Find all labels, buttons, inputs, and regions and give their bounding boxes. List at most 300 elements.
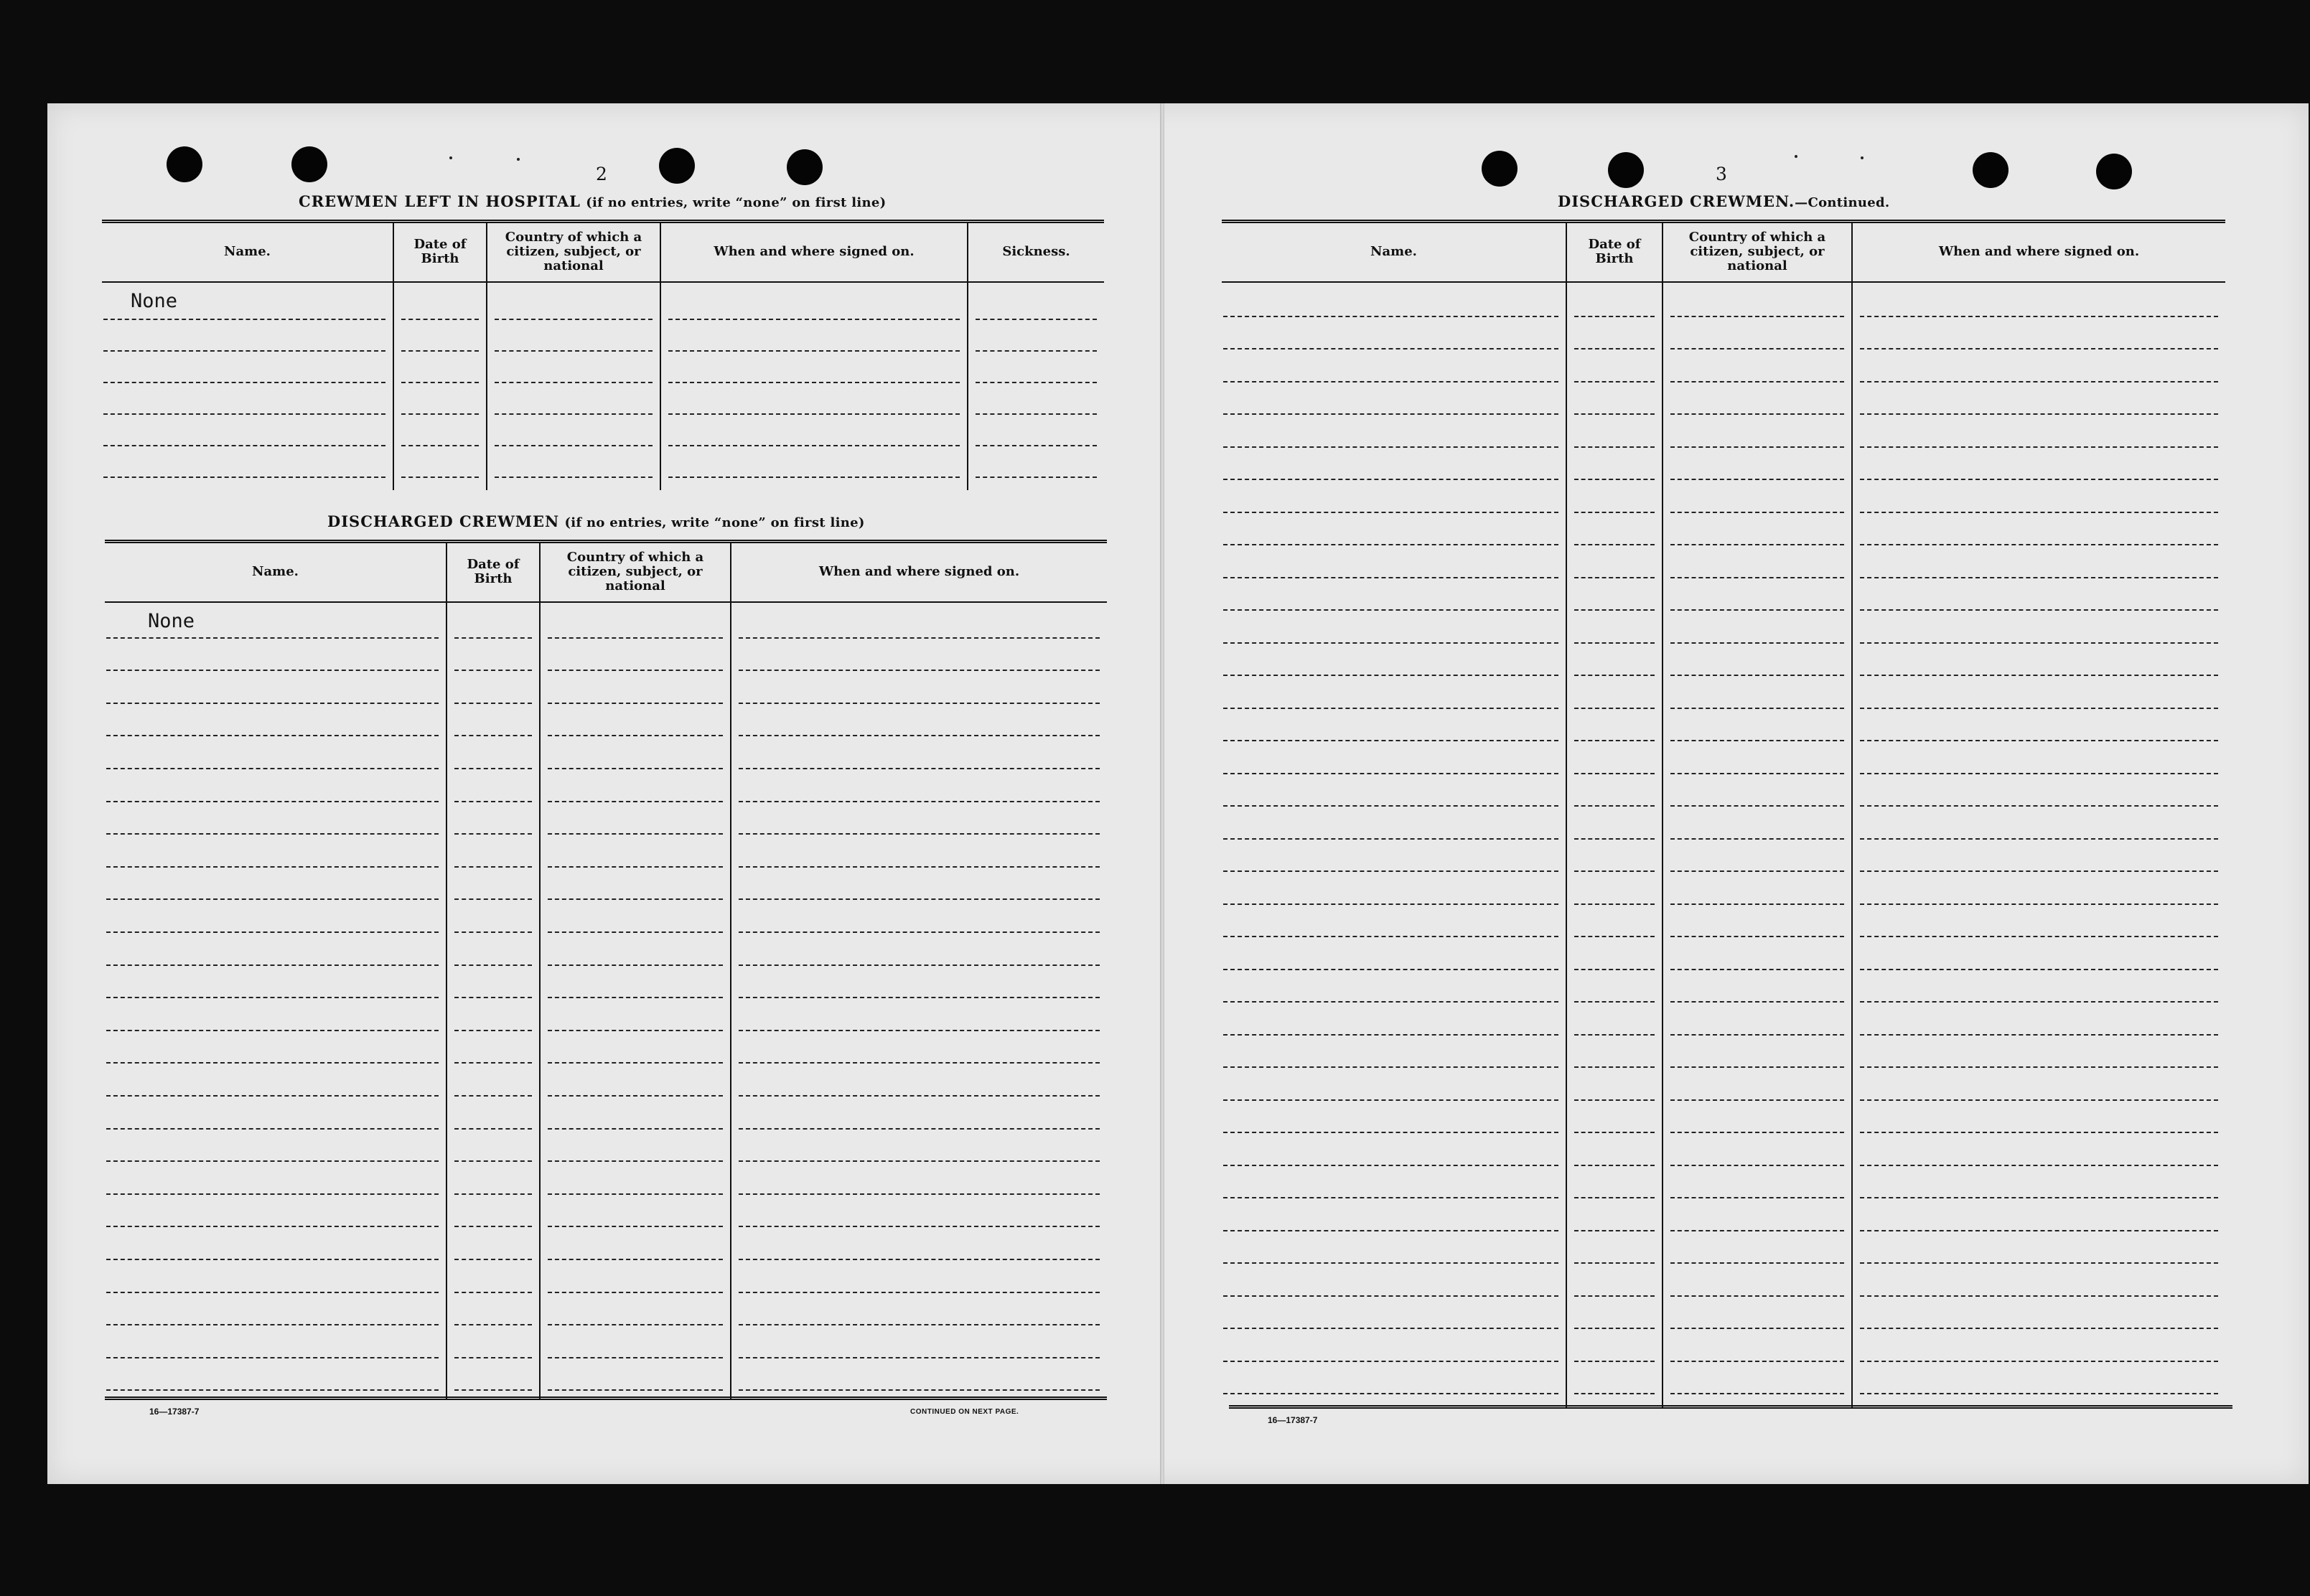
ruled-line bbox=[495, 382, 653, 383]
col-header-date-of-birth: Date of Birth bbox=[446, 542, 540, 602]
ruled-line bbox=[548, 931, 723, 933]
ruled-line bbox=[1574, 740, 1655, 741]
ruled-line bbox=[976, 413, 1097, 415]
ruled-line bbox=[1670, 708, 1844, 709]
ruled-line bbox=[739, 1292, 1100, 1293]
signed-on-column bbox=[1852, 282, 2225, 1409]
ruled-line bbox=[1223, 740, 1558, 741]
ruled-line bbox=[1574, 1099, 1655, 1101]
ruled-line bbox=[1574, 1393, 1655, 1394]
punch-hole bbox=[1973, 152, 2009, 188]
ruled-line bbox=[106, 1324, 439, 1325]
ruled-line bbox=[1670, 577, 1844, 578]
ruled-line bbox=[1574, 1295, 1655, 1297]
ruled-line bbox=[548, 1292, 723, 1293]
ruled-line bbox=[739, 670, 1100, 671]
ruled-line bbox=[1574, 1361, 1655, 1362]
ruled-line bbox=[1223, 1001, 1558, 1003]
ruled-line bbox=[1574, 838, 1655, 840]
ruled-line bbox=[106, 637, 439, 639]
ruled-line bbox=[1860, 544, 2218, 545]
discharged-table bbox=[105, 540, 1107, 1400]
ruled-line bbox=[1670, 381, 1844, 382]
ruled-line bbox=[739, 1226, 1100, 1227]
ruled-line bbox=[454, 1292, 532, 1293]
ruled-line bbox=[1860, 446, 2218, 448]
ruled-line bbox=[548, 1095, 723, 1097]
discharged-title-main: DISCHARGED CREWMEN bbox=[327, 512, 560, 530]
ruled-line bbox=[1860, 1295, 2218, 1297]
ruled-line bbox=[1223, 805, 1558, 807]
ruled-line bbox=[106, 866, 439, 868]
ruled-line bbox=[1670, 1361, 1844, 1362]
col-header-country: Country of which a citizen, subject, or national bbox=[1663, 222, 1852, 282]
ruled-line bbox=[1860, 413, 2218, 415]
ruled-line bbox=[1860, 675, 2218, 676]
ruled-line bbox=[548, 1030, 723, 1031]
ruled-line bbox=[1223, 413, 1558, 415]
ruled-line bbox=[1223, 708, 1558, 709]
ruled-line bbox=[401, 382, 479, 383]
hospital-section-title bbox=[299, 192, 886, 210]
col-header-name: Name. bbox=[102, 222, 393, 282]
ruled-line bbox=[1223, 1034, 1558, 1036]
ruled-line bbox=[1860, 1034, 2218, 1036]
ruled-line bbox=[1670, 609, 1844, 611]
hospital-title-main: CREWMEN LEFT IN HOSPITAL bbox=[299, 192, 581, 210]
ruled-line bbox=[1670, 805, 1844, 807]
ruled-line bbox=[1574, 348, 1655, 349]
ruled-line bbox=[739, 1030, 1100, 1031]
speck bbox=[517, 158, 520, 161]
ruled-line bbox=[1860, 936, 2218, 937]
ruled-line bbox=[1223, 479, 1558, 480]
ruled-line bbox=[1860, 870, 2218, 872]
col-header-country: Country of which a citizen, subject, or national bbox=[540, 542, 731, 602]
ruled-line bbox=[1223, 936, 1558, 937]
ruled-line bbox=[454, 866, 532, 868]
ruled-line bbox=[1860, 838, 2218, 840]
ruled-line bbox=[1860, 1099, 2218, 1101]
ruled-line bbox=[739, 1128, 1100, 1130]
ruled-line bbox=[454, 1357, 532, 1358]
ruled-line bbox=[668, 350, 960, 352]
ruled-line bbox=[1860, 512, 2218, 513]
ruled-line bbox=[739, 1357, 1100, 1358]
ruled-line bbox=[106, 1259, 439, 1260]
ruled-line bbox=[454, 1030, 532, 1031]
ruled-line bbox=[1670, 316, 1844, 317]
first-entry: None bbox=[148, 609, 195, 632]
ruled-line bbox=[1223, 642, 1558, 644]
ruled-line bbox=[106, 1160, 439, 1162]
ruled-line bbox=[1860, 1001, 2218, 1003]
ruled-line bbox=[106, 898, 439, 900]
ruled-line bbox=[1860, 740, 2218, 741]
ruled-line bbox=[495, 445, 653, 446]
ruled-line bbox=[739, 997, 1100, 998]
page-number: 3 bbox=[1716, 164, 1727, 184]
country-column bbox=[1663, 282, 1852, 1409]
col-header-signed-on: When and where signed on. bbox=[731, 542, 1107, 602]
bottom-rule bbox=[1229, 1405, 2232, 1409]
ruled-line bbox=[401, 319, 479, 320]
ruled-line bbox=[1574, 675, 1655, 676]
continued-note: CONTINUED ON NEXT PAGE. bbox=[910, 1408, 1019, 1416]
discharged-continued-table bbox=[1222, 220, 2225, 1409]
ruled-line bbox=[1670, 969, 1844, 970]
ruled-line bbox=[1223, 1295, 1558, 1297]
punch-hole bbox=[787, 149, 823, 185]
ruled-line bbox=[106, 1062, 439, 1064]
ruled-line bbox=[1670, 1197, 1844, 1198]
ruled-line bbox=[548, 964, 723, 966]
ruled-line bbox=[1860, 381, 2218, 382]
ruled-line bbox=[1223, 1262, 1558, 1264]
page-fold bbox=[1160, 103, 1164, 1484]
ruled-line bbox=[1574, 1034, 1655, 1036]
ruled-line bbox=[739, 735, 1100, 736]
ruled-line bbox=[739, 898, 1100, 900]
continued-title-note: —Continued. bbox=[1795, 195, 1890, 210]
ruled-line bbox=[1223, 1393, 1558, 1394]
ruled-line bbox=[548, 1259, 723, 1260]
ruled-line bbox=[106, 735, 439, 736]
ruled-line bbox=[1670, 1393, 1844, 1394]
ruled-line bbox=[548, 768, 723, 769]
ruled-line bbox=[1860, 1361, 2218, 1362]
ruled-line bbox=[1223, 609, 1558, 611]
ruled-line bbox=[401, 350, 479, 352]
ruled-line bbox=[106, 703, 439, 704]
ruled-line bbox=[454, 1128, 532, 1130]
country-column bbox=[487, 282, 660, 490]
ruled-line bbox=[1223, 348, 1558, 349]
signed-on-column bbox=[660, 282, 968, 490]
date-column bbox=[446, 602, 540, 1400]
ruled-line bbox=[454, 1324, 532, 1325]
ruled-line bbox=[739, 1324, 1100, 1325]
ruled-line bbox=[1670, 1001, 1844, 1003]
ruled-line bbox=[739, 1062, 1100, 1064]
ruled-line bbox=[1574, 544, 1655, 545]
form-number: 16—17387-7 bbox=[149, 1407, 200, 1417]
punch-hole bbox=[291, 146, 327, 182]
ruled-line bbox=[1223, 1361, 1558, 1362]
ruled-line bbox=[103, 350, 385, 352]
col-header-country: Country of which a citizen, subject, or national bbox=[487, 222, 660, 282]
ruled-line bbox=[106, 1128, 439, 1130]
ruled-line bbox=[103, 477, 385, 478]
ruled-line bbox=[1860, 316, 2218, 317]
ruled-line bbox=[548, 1389, 723, 1391]
ruled-line bbox=[1670, 1066, 1844, 1068]
punch-hole bbox=[659, 148, 695, 184]
ruled-line bbox=[1670, 479, 1844, 480]
ruled-line bbox=[548, 1062, 723, 1064]
ruled-line bbox=[548, 1160, 723, 1162]
ruled-line bbox=[548, 735, 723, 736]
ruled-line bbox=[1860, 479, 2218, 480]
ruled-line bbox=[1670, 675, 1844, 676]
ruled-line bbox=[1223, 1165, 1558, 1166]
ruled-line bbox=[739, 768, 1100, 769]
ruled-line bbox=[1860, 348, 2218, 349]
ruled-line bbox=[495, 477, 653, 478]
ruled-line bbox=[1223, 544, 1558, 545]
ruled-line bbox=[739, 833, 1100, 835]
ruled-line bbox=[739, 1193, 1100, 1195]
ruled-line bbox=[106, 833, 439, 835]
ruled-line bbox=[1670, 642, 1844, 644]
ruled-line bbox=[668, 319, 960, 320]
ruled-line bbox=[454, 931, 532, 933]
ruled-line bbox=[106, 1030, 439, 1031]
ruled-line bbox=[454, 670, 532, 671]
ruled-line bbox=[548, 1324, 723, 1325]
ruled-line bbox=[548, 1357, 723, 1358]
speck bbox=[1861, 156, 1864, 159]
ruled-line bbox=[106, 1226, 439, 1227]
form-number: 16—17387-7 bbox=[1268, 1415, 1318, 1425]
col-header-name: Name. bbox=[105, 542, 446, 602]
speck bbox=[449, 156, 452, 159]
ruled-line bbox=[1574, 1328, 1655, 1329]
ruled-line bbox=[106, 1292, 439, 1293]
ruled-line bbox=[1574, 381, 1655, 382]
ruled-line bbox=[454, 637, 532, 639]
ruled-line bbox=[1670, 1328, 1844, 1329]
ruled-line bbox=[454, 964, 532, 966]
ruled-line bbox=[1223, 577, 1558, 578]
ruled-line bbox=[1860, 1132, 2218, 1133]
ruled-line bbox=[454, 1160, 532, 1162]
ruled-line bbox=[454, 801, 532, 802]
ruled-line bbox=[1860, 1328, 2218, 1329]
ruled-line bbox=[1860, 642, 2218, 644]
ruled-line bbox=[548, 1193, 723, 1195]
ruled-line bbox=[548, 833, 723, 835]
ruled-line bbox=[1223, 446, 1558, 448]
ruled-line bbox=[1860, 1165, 2218, 1166]
ruled-line bbox=[1670, 1295, 1844, 1297]
ruled-line bbox=[1860, 577, 2218, 578]
col-header-signed-on: When and where signed on. bbox=[1852, 222, 2225, 282]
country-column bbox=[540, 602, 731, 1400]
ruled-line bbox=[739, 866, 1100, 868]
ruled-line bbox=[1670, 1230, 1844, 1231]
ruled-line bbox=[495, 319, 653, 320]
ruled-line bbox=[1670, 740, 1844, 741]
col-header-name: Name. bbox=[1222, 222, 1566, 282]
ruled-line bbox=[1223, 838, 1558, 840]
ruled-line bbox=[548, 670, 723, 671]
ruled-line bbox=[1860, 773, 2218, 774]
speck bbox=[1795, 155, 1797, 158]
ruled-line bbox=[1670, 870, 1844, 872]
ruled-line bbox=[976, 382, 1097, 383]
ruled-line bbox=[103, 319, 385, 320]
ruled-line bbox=[106, 1193, 439, 1195]
signed-on-column bbox=[731, 602, 1107, 1400]
ruled-line bbox=[1223, 870, 1558, 872]
ruled-line bbox=[976, 477, 1097, 478]
ruled-line bbox=[1574, 316, 1655, 317]
ruled-line bbox=[1860, 1066, 2218, 1068]
ruled-line bbox=[1574, 1132, 1655, 1133]
col-header-date-of-birth: Date of Birth bbox=[1566, 222, 1663, 282]
hospital-title-note: (if no entries, write “none” on first line) bbox=[586, 195, 887, 210]
ruled-line bbox=[1860, 609, 2218, 611]
ruled-line bbox=[1860, 903, 2218, 905]
ruled-line bbox=[668, 413, 960, 415]
ruled-line bbox=[1670, 544, 1844, 545]
ruled-line bbox=[1860, 708, 2218, 709]
punch-hole bbox=[1482, 151, 1518, 187]
ruled-line bbox=[1223, 1230, 1558, 1231]
date-column bbox=[393, 282, 487, 490]
ruled-line bbox=[103, 413, 385, 415]
ruled-line bbox=[103, 445, 385, 446]
ruled-line bbox=[454, 1259, 532, 1260]
ruled-line bbox=[1574, 512, 1655, 513]
ruled-line bbox=[1860, 1262, 2218, 1264]
ruled-line bbox=[1860, 1230, 2218, 1231]
ruled-line bbox=[1860, 969, 2218, 970]
col-header-sickness: Sickness. bbox=[968, 222, 1104, 282]
first-entry: None bbox=[131, 289, 178, 312]
ruled-line bbox=[1574, 903, 1655, 905]
ruled-line bbox=[1574, 870, 1655, 872]
ruled-line bbox=[103, 382, 385, 383]
ruled-line bbox=[495, 350, 653, 352]
ruled-line bbox=[1574, 708, 1655, 709]
ruled-line bbox=[454, 1062, 532, 1064]
ruled-line bbox=[106, 801, 439, 802]
ruled-line bbox=[1670, 773, 1844, 774]
name-column bbox=[102, 282, 393, 490]
ruled-line bbox=[548, 637, 723, 639]
discharged-section-title bbox=[327, 512, 865, 530]
ruled-line bbox=[1574, 609, 1655, 611]
ruled-line bbox=[454, 1226, 532, 1227]
ruled-line bbox=[739, 1389, 1100, 1391]
ruled-line bbox=[1574, 1262, 1655, 1264]
ruled-line bbox=[1574, 577, 1655, 578]
ruled-line bbox=[106, 1389, 439, 1391]
ruled-line bbox=[739, 931, 1100, 933]
ruled-line bbox=[1574, 969, 1655, 970]
ruled-line bbox=[739, 1095, 1100, 1097]
ruled-line bbox=[454, 768, 532, 769]
ruled-line bbox=[1574, 936, 1655, 937]
ruled-line bbox=[668, 382, 960, 383]
punch-hole bbox=[1608, 152, 1644, 188]
ruled-line bbox=[548, 703, 723, 704]
ruled-line bbox=[1670, 903, 1844, 905]
ruled-line bbox=[548, 997, 723, 998]
ruled-line bbox=[548, 866, 723, 868]
ruled-line bbox=[1223, 1328, 1558, 1329]
ruled-line bbox=[401, 413, 479, 415]
ruled-line bbox=[454, 833, 532, 835]
col-header-signed-on: When and where signed on. bbox=[660, 222, 968, 282]
ruled-line bbox=[1223, 381, 1558, 382]
ruled-line bbox=[1670, 1262, 1844, 1264]
ruled-line bbox=[1223, 773, 1558, 774]
ruled-line bbox=[1574, 413, 1655, 415]
ruled-line bbox=[454, 997, 532, 998]
ruled-line bbox=[454, 703, 532, 704]
ruled-line bbox=[1574, 1001, 1655, 1003]
ruled-line bbox=[106, 964, 439, 966]
name-column bbox=[105, 602, 446, 1400]
date-column bbox=[1566, 282, 1663, 1409]
ruled-line bbox=[668, 445, 960, 446]
ruled-line bbox=[1574, 1066, 1655, 1068]
ruled-line bbox=[1574, 805, 1655, 807]
ruled-line bbox=[106, 768, 439, 769]
ruled-line bbox=[548, 1226, 723, 1227]
ruled-line bbox=[1223, 316, 1558, 317]
ruled-line bbox=[1670, 1034, 1844, 1036]
ruled-line bbox=[976, 350, 1097, 352]
ruled-line bbox=[1670, 936, 1844, 937]
discharged-continued-title bbox=[1558, 192, 1890, 210]
ruled-line bbox=[106, 997, 439, 998]
ruled-line bbox=[1223, 675, 1558, 676]
ruled-line bbox=[1223, 1132, 1558, 1133]
ruled-line bbox=[1574, 1230, 1655, 1231]
ruled-line bbox=[401, 445, 479, 446]
ruled-line bbox=[1670, 838, 1844, 840]
ruled-line bbox=[1670, 1165, 1844, 1166]
ruled-line bbox=[454, 1095, 532, 1097]
sickness-column bbox=[968, 282, 1104, 490]
ruled-line bbox=[548, 898, 723, 900]
ruled-line bbox=[668, 477, 960, 478]
ruled-line bbox=[106, 1095, 439, 1097]
ruled-line bbox=[1860, 1197, 2218, 1198]
ruled-line bbox=[454, 1193, 532, 1195]
ruled-line bbox=[1223, 903, 1558, 905]
bottom-rule bbox=[105, 1396, 1107, 1400]
ruled-line bbox=[739, 637, 1100, 639]
ruled-line bbox=[1860, 805, 2218, 807]
ruled-line bbox=[1860, 1393, 2218, 1394]
ruled-line bbox=[1223, 1099, 1558, 1101]
ruled-line bbox=[1574, 446, 1655, 448]
ruled-line bbox=[1670, 413, 1844, 415]
ruled-line bbox=[106, 1357, 439, 1358]
ruled-line bbox=[495, 413, 653, 415]
discharged-title-note: (if no entries, write “none” on first line) bbox=[564, 515, 865, 530]
ruled-line bbox=[548, 801, 723, 802]
ruled-line bbox=[739, 1259, 1100, 1260]
ruled-line bbox=[1223, 512, 1558, 513]
ruled-line bbox=[1574, 1165, 1655, 1166]
ruled-line bbox=[1670, 348, 1844, 349]
punch-hole bbox=[2096, 154, 2132, 189]
continued-title-main: DISCHARGED CREWMEN. bbox=[1558, 192, 1795, 210]
ruled-line bbox=[454, 735, 532, 736]
hospital-table bbox=[102, 220, 1104, 490]
ruled-line bbox=[976, 445, 1097, 446]
page-number: 2 bbox=[596, 164, 607, 184]
ruled-line bbox=[1670, 446, 1844, 448]
ruled-line bbox=[1574, 773, 1655, 774]
ruled-line bbox=[1223, 969, 1558, 970]
